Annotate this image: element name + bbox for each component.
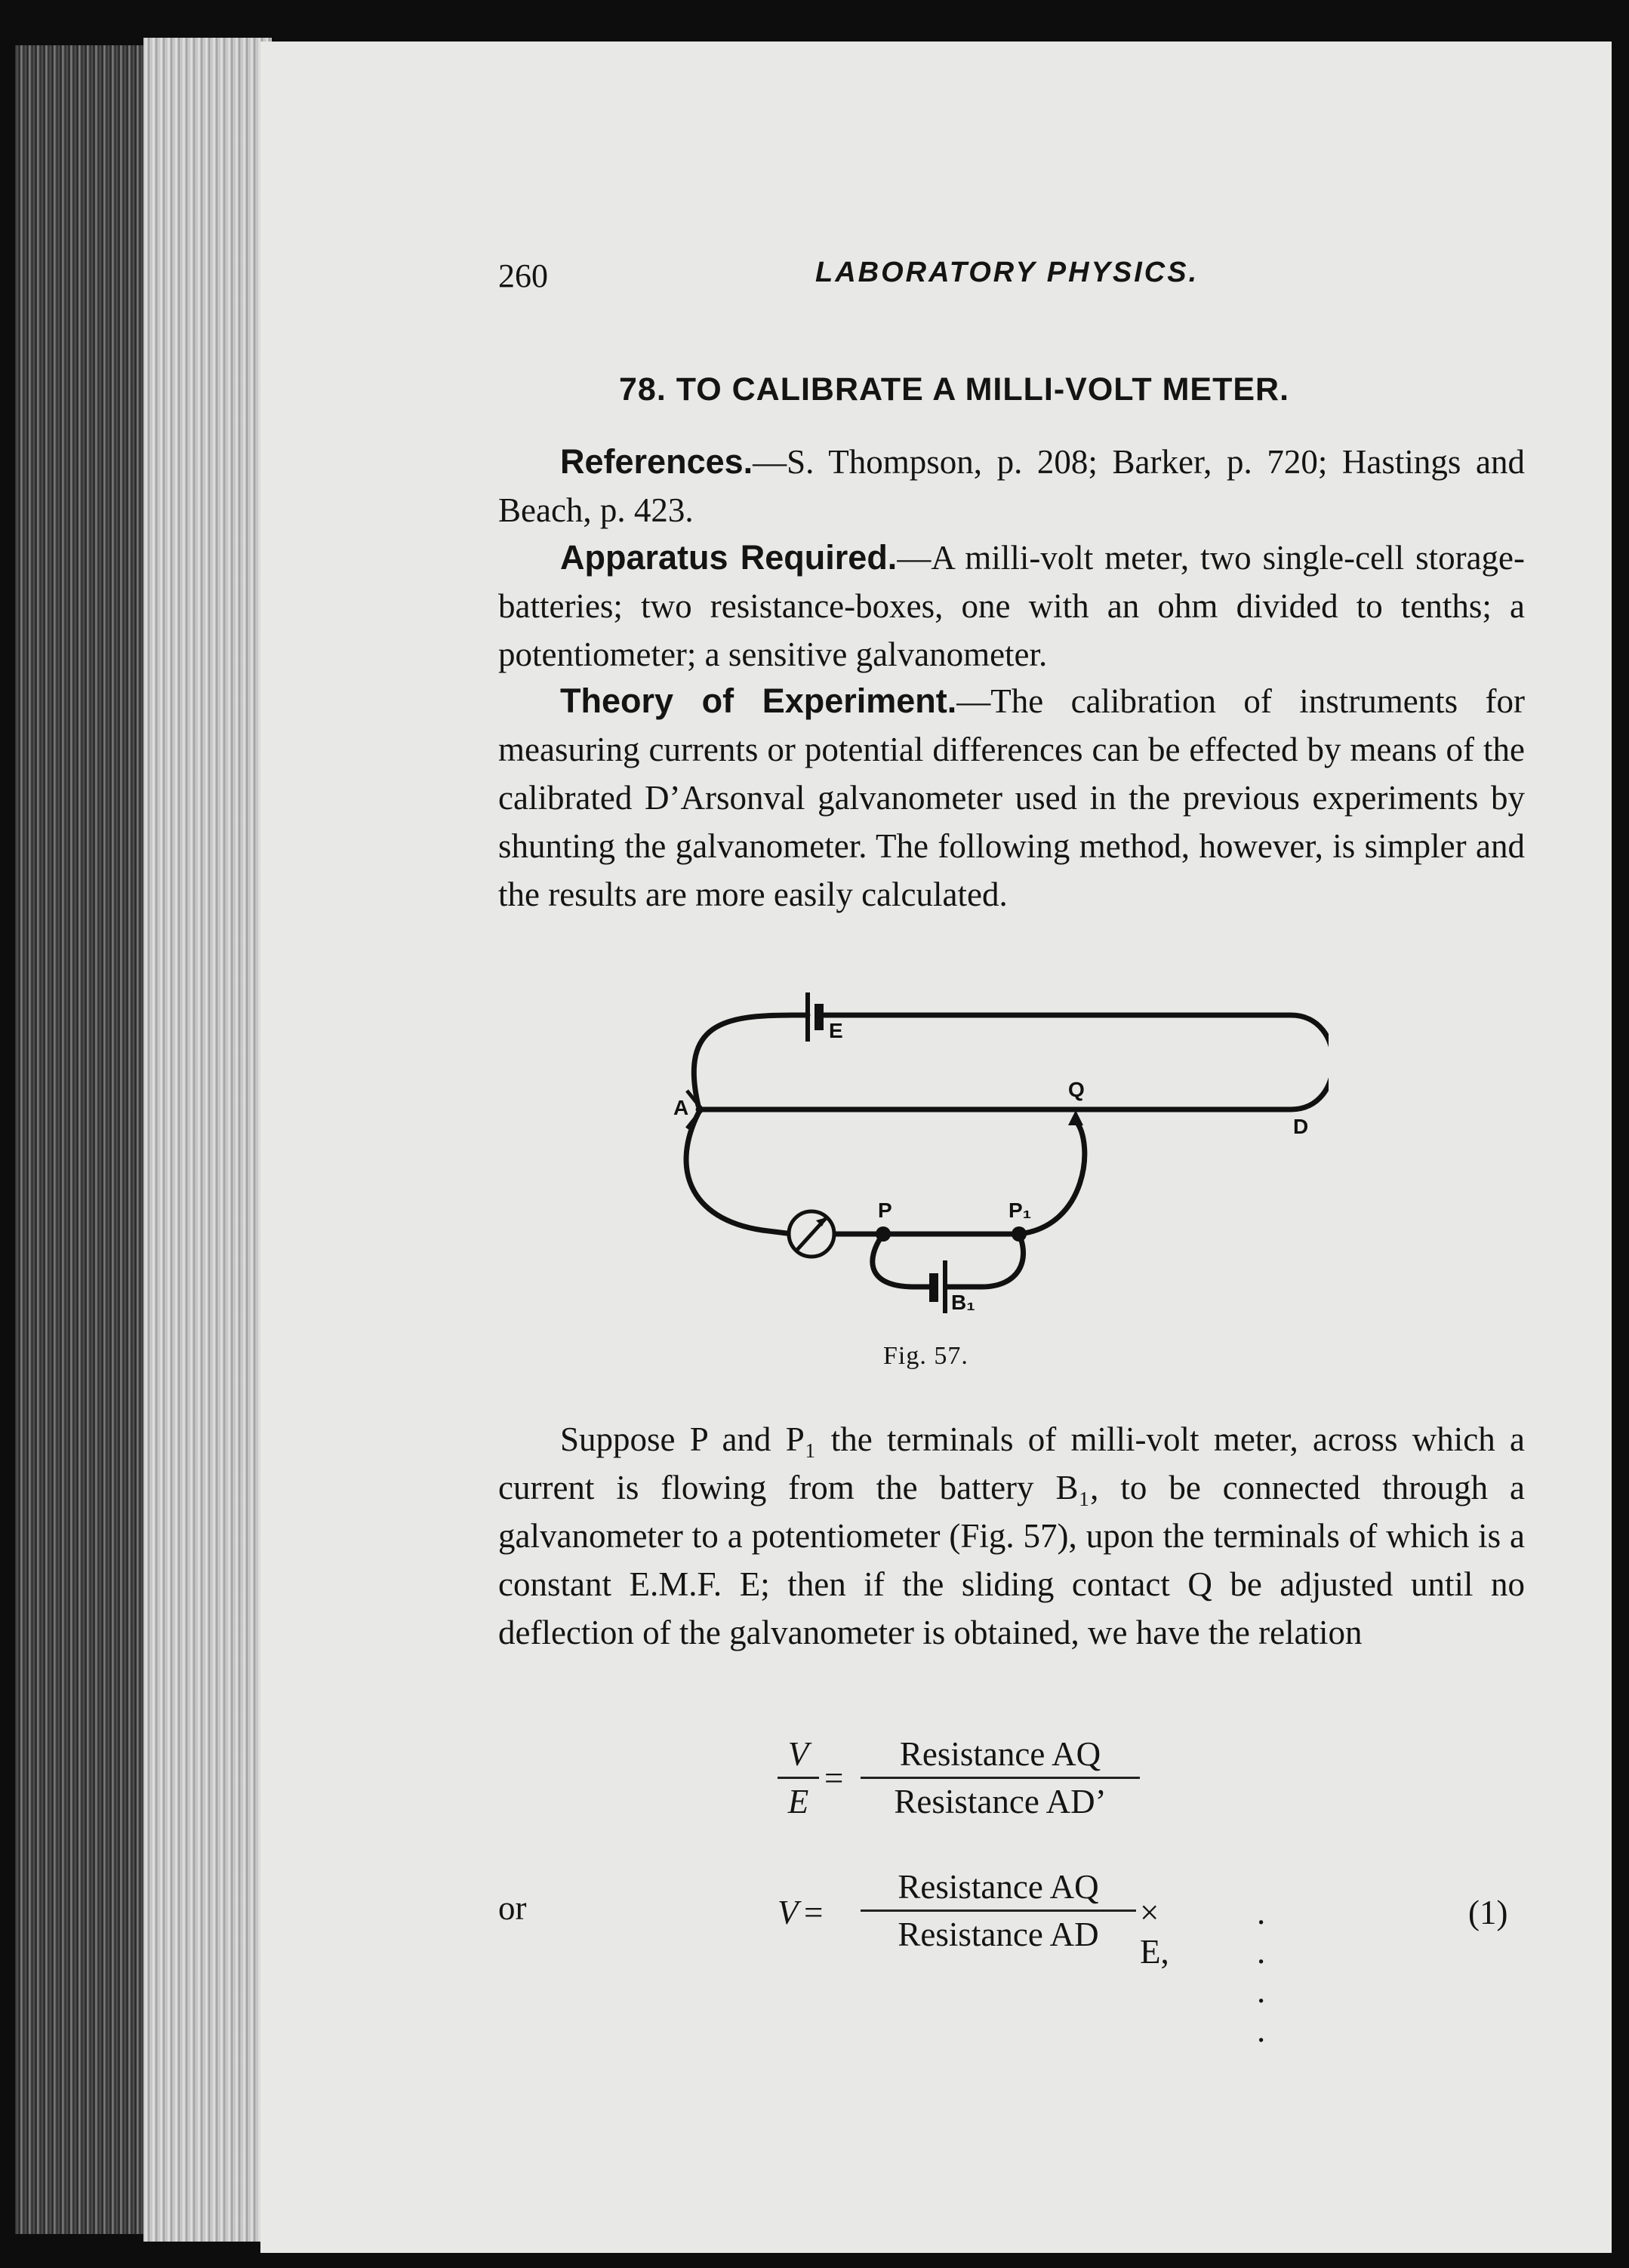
node-p1 [1012,1226,1027,1242]
page-header [498,257,1532,302]
apparatus-paragraph [498,534,1525,679]
section-title: 78. TO CALIBRATE A MILLI-VOLT METER. [619,371,1290,408]
references-text: —S. Thompson, p. 208; Barker, p. 720; Hastings and Beach, p. 423. [498,443,1525,529]
label-e: E [829,1019,843,1042]
figure-caption: Fig. 57. [883,1342,968,1370]
circuit-diagram [664,977,1329,1332]
theory-paragraph [498,677,1525,919]
theory-lead: Theory of Experiment. [560,682,957,720]
eq1-rhs-num: Resistance AQ [899,1735,1101,1773]
eq1-equals: = [824,1759,844,1797]
eq2-times-e: × E, [1140,1894,1169,1971]
equation-number: (1) [1468,1894,1508,1931]
sliding-contact-q [1068,1110,1083,1125]
apparatus-lead: Apparatus Required. [560,538,898,577]
wire-lower-left [686,1113,793,1234]
eq2-num: Resistance AQ [898,1868,1099,1906]
eq2-lhs: V [778,1894,799,1931]
eq1-rhs-den: Resistance AD’ [894,1783,1107,1820]
label-q: Q [1068,1078,1085,1101]
eq2-equals: = [804,1894,824,1931]
eq2-den: Resistance AD [898,1916,1099,1953]
book-edge-pages [143,38,272,2242]
eq2-or: or [498,1889,527,1927]
eq2-dots: . . . . [1257,1894,1273,2049]
running-head: LABORATORY PHYSICS. [815,257,1199,288]
eq1-lhs-num: V [787,1735,809,1773]
wire-battery-left [873,1234,932,1287]
references-lead: References. [560,442,753,481]
label-a: A [673,1096,689,1119]
node-p [876,1226,891,1242]
label-p: P [878,1199,892,1222]
suppose-paragraph [498,1415,1525,1657]
theory-text: —The calibration of instruments for measuring currents or potential differences can be effected by means of the calibrated D’Arsonval galvanometer used in the previous experiments by shunting the galvanometer. The following method, however, is simpler and the results are more easily calculated. [498,682,1526,913]
apparatus-text: —A milli-volt meter, two single-cell storage-batteries; two resistance-boxes, one with an ohm divided to tenths; a potentiometer; a sensitive galvanometer. [498,539,1525,673]
label-p1: P₁ [1009,1199,1032,1222]
wire-top-left [694,1015,808,1106]
suppose-text: Suppose P and P₁ the terminals of milli-volt meter, across which a current is flowing from the battery B₁, to be connected through a galvanometer to a potentiometer (Fig. 57), upon the terminals of which is a constant E.M.F. E; then if the sliding contact Q be adjusted until no deflection of the galvanometer is obtained, we have the relation [498,1420,1525,1651]
wire-battery-right [947,1234,1024,1287]
eq1-lhs-den: E [787,1783,809,1820]
references-paragraph [498,438,1525,534]
label-b1: B₁ [951,1291,975,1314]
page-number: 260 [498,257,548,294]
label-d: D [1293,1115,1309,1138]
